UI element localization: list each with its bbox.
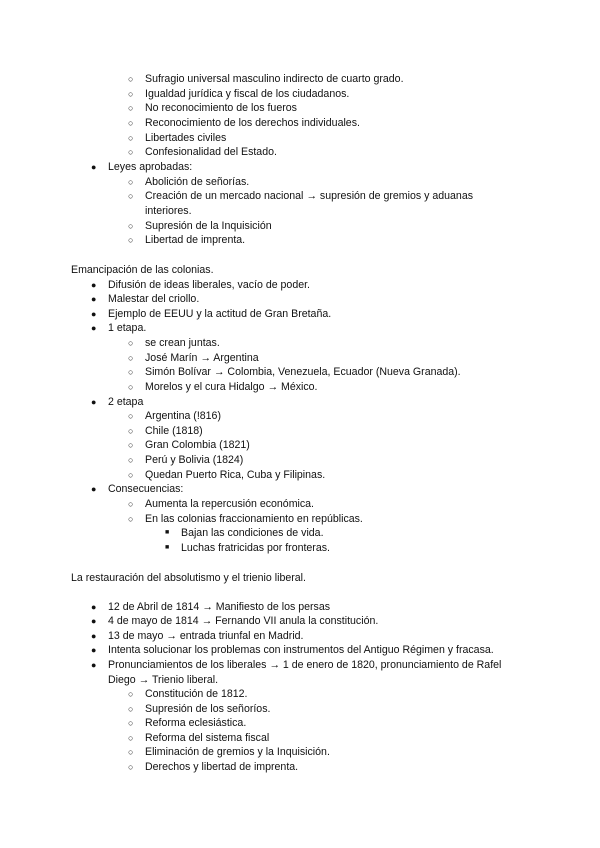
list-item: Argentina (!816)	[145, 410, 221, 422]
list-item: 13 de mayo → entrada triunfal en Madrid.	[108, 630, 304, 642]
dot-bullet-icon: ●	[91, 309, 97, 319]
circle-bullet-icon: ○	[128, 382, 134, 392]
section-title: La restauración del absolutismo y el trienio liberal.	[71, 572, 306, 584]
list-item: Quedan Puerto Rica, Cuba y Filipinas.	[145, 469, 326, 481]
circle-bullet-icon: ○	[128, 470, 134, 480]
circle-bullet-icon: ○	[128, 762, 134, 772]
list-heading: Leyes aprobadas:	[108, 161, 193, 173]
list-item: Luchas fratricidas por fronteras.	[181, 542, 330, 554]
dot-bullet-icon: ●	[91, 294, 97, 304]
list-item: Abolición de señorías.	[145, 176, 250, 188]
circle-bullet-icon: ○	[128, 353, 134, 363]
list-item: se crean juntas.	[145, 337, 220, 349]
dot-bullet-icon: ●	[91, 162, 97, 172]
dot-bullet-icon: ●	[91, 631, 97, 641]
list-item: Derechos y libertad de imprenta.	[145, 761, 299, 773]
list-item: Supresión de los señoríos.	[145, 703, 271, 715]
list-item: Reforma eclesiástica.	[145, 717, 247, 729]
list-item: Difusión de ideas liberales, vacío de poder.	[108, 279, 310, 291]
circle-bullet-icon: ○	[128, 704, 134, 714]
list-item: Supresión de la Inquisición	[145, 220, 272, 232]
list-item: Malestar del criollo.	[108, 293, 200, 305]
list-item: En las colonias fraccionamiento en repúblicas.	[145, 513, 363, 525]
list-heading: 1 etapa.	[108, 322, 147, 334]
circle-bullet-icon: ○	[128, 338, 134, 348]
list-item: Reconocimiento de los derechos individuales.	[145, 117, 360, 129]
dot-bullet-icon: ●	[91, 602, 97, 612]
list-item: Aumenta la repercusión económica.	[145, 498, 315, 510]
square-bullet-icon: ■	[165, 544, 170, 551]
list-item: Constitución de 1812.	[145, 688, 248, 700]
list-item: Chile (1818)	[145, 425, 203, 437]
circle-bullet-icon: ○	[128, 191, 134, 201]
list-item: Libertades civiles	[145, 132, 227, 144]
circle-bullet-icon: ○	[128, 718, 134, 728]
circle-bullet-icon: ○	[128, 747, 134, 757]
list-item: Gran Colombia (1821)	[145, 439, 250, 451]
circle-bullet-icon: ○	[128, 74, 134, 84]
list-item-continuation: Diego → Trienio liberal.	[108, 674, 219, 686]
circle-bullet-icon: ○	[128, 426, 134, 436]
circle-bullet-icon: ○	[128, 411, 134, 421]
circle-bullet-icon: ○	[128, 689, 134, 699]
list-item-continuation: interiores.	[145, 205, 192, 217]
circle-bullet-icon: ○	[128, 235, 134, 245]
circle-bullet-icon: ○	[128, 118, 134, 128]
circle-bullet-icon: ○	[128, 89, 134, 99]
list-item: Igualdad jurídica y fiscal de los ciudadanos.	[145, 88, 350, 100]
list-heading: Consecuencias:	[108, 483, 184, 495]
section-title: Emancipación de las colonias.	[71, 264, 214, 276]
circle-bullet-icon: ○	[128, 103, 134, 113]
circle-bullet-icon: ○	[128, 367, 134, 377]
list-item: Perú y Bolivia (1824)	[145, 454, 244, 466]
list-item: 12 de Abril de 1814 → Manifiesto de los persas	[108, 601, 331, 613]
dot-bullet-icon: ●	[91, 616, 97, 626]
dot-bullet-icon: ●	[91, 660, 97, 670]
list-item: Eliminación de gremios y la Inquisición.	[145, 746, 330, 758]
dot-bullet-icon: ●	[91, 484, 97, 494]
list-item: Libertad de imprenta.	[145, 234, 246, 246]
circle-bullet-icon: ○	[128, 499, 134, 509]
list-item: Intenta solucionar los problemas con instrumentos del Antiguo Régimen y fracasa.	[108, 644, 494, 656]
circle-bullet-icon: ○	[128, 514, 134, 524]
circle-bullet-icon: ○	[128, 147, 134, 157]
list-item: Confesionalidad del Estado.	[145, 146, 277, 158]
list-item: Pronunciamientos de los liberales → 1 de enero de 1820, pronunciamiento de Rafel	[108, 659, 502, 671]
circle-bullet-icon: ○	[128, 440, 134, 450]
list-item: No reconocimiento de los fueros	[145, 102, 297, 114]
circle-bullet-icon: ○	[128, 455, 134, 465]
list-item: Creación de un mercado nacional → supresión de gremios y aduanas	[145, 190, 474, 202]
list-item: Sufragio universal masculino indirecto de cuarto grado.	[145, 73, 404, 85]
list-item: Simón Bolívar → Colombia, Venezuela, Ecuador (Nueva Granada).	[145, 366, 461, 378]
list-item: 4 de mayo de 1814 → Fernando VII anula la constitución.	[108, 615, 379, 627]
circle-bullet-icon: ○	[128, 733, 134, 743]
list-item: José Marín → Argentina	[145, 352, 259, 364]
dot-bullet-icon: ●	[91, 323, 97, 333]
list-heading: 2 etapa	[108, 396, 144, 408]
list-item: Reforma del sistema fiscal	[145, 732, 270, 744]
dot-bullet-icon: ●	[91, 280, 97, 290]
circle-bullet-icon: ○	[128, 133, 134, 143]
list-item: Bajan las condiciones de vida.	[181, 527, 324, 539]
square-bullet-icon: ■	[165, 529, 170, 536]
dot-bullet-icon: ●	[91, 397, 97, 407]
list-item: Morelos y el cura Hidalgo → México.	[145, 381, 318, 393]
circle-bullet-icon: ○	[128, 177, 134, 187]
list-item: Ejemplo de EEUU y la actitud de Gran Bretaña.	[108, 308, 332, 320]
dot-bullet-icon: ●	[91, 645, 97, 655]
circle-bullet-icon: ○	[128, 221, 134, 231]
